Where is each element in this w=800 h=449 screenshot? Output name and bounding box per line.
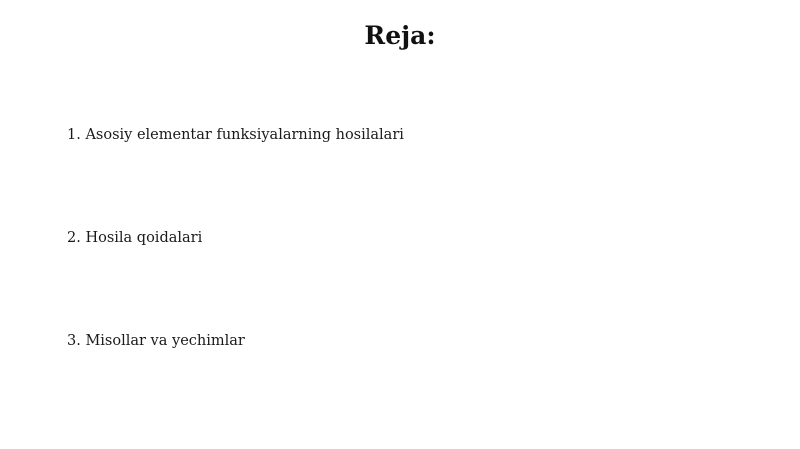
plan-item-3: 3. Misollar va yechimlar bbox=[67, 333, 245, 349]
plan-item-1: 1. Asosiy elementar funksiyalarning hosilalari bbox=[67, 127, 404, 143]
slide-title: Reja: bbox=[364, 21, 436, 50]
plan-item-2: 2. Hosila qoidalari bbox=[67, 230, 203, 246]
